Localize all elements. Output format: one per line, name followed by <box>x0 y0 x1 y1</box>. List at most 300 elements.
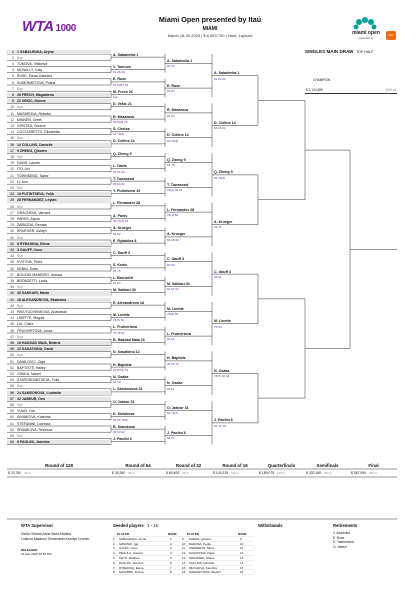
entry-row <box>7 322 111 326</box>
draw-title <box>305 49 374 54</box>
entry-player: YUAN, Yue <box>17 409 35 414</box>
entry-row <box>7 143 111 147</box>
entry-number: 53 <box>10 371 14 376</box>
seeded-players-table <box>113 532 253 575</box>
seeded-cell: 8 <box>170 570 172 575</box>
entry-row <box>7 422 111 426</box>
seeded-cell: HADDAD MAIA, Beatriz <box>189 570 221 575</box>
entry-player: 1 SABALENKA, Aryna <box>17 49 54 54</box>
entry-row <box>7 155 111 159</box>
seeded-row <box>113 570 253 575</box>
round2-score: 62 26 76(4) <box>113 417 129 422</box>
entry-player: 3 GAUFF, Coco <box>17 247 43 252</box>
sponsor-sub: presented by <box>358 37 374 40</box>
entry-player: Bye <box>17 235 24 240</box>
entry-row <box>7 167 111 171</box>
entry-player: 14 COLLINS, Danielle <box>17 142 53 147</box>
round4-score: 62 64 <box>214 274 222 279</box>
entry-row <box>7 186 111 190</box>
round4-winner: Q. Zheng 9 <box>214 170 233 175</box>
tournament-title: Miami Open presented by Itaú <box>158 15 262 24</box>
released-label: RELEASED <box>21 548 38 552</box>
seeded-cell: 4 <box>113 551 115 556</box>
round3-score: 64 64 <box>167 436 175 441</box>
round4-winner: D. Collins 14 <box>214 120 236 125</box>
entry-player: 8 RYBAKINA, Elena <box>17 241 50 246</box>
seeded-cell: 12 <box>182 551 186 556</box>
entry-number: 29 <box>10 223 14 228</box>
round3-winner: E. Ruse <box>167 83 181 88</box>
entry-row <box>7 291 111 295</box>
entry-player: Bye <box>17 433 24 438</box>
round3-winner: C. Gauff 3 <box>167 257 184 262</box>
entry-number: 62 <box>10 427 14 432</box>
round2-winner: L. Davis <box>113 164 127 169</box>
entry-row <box>7 434 111 438</box>
round2-winner: A. Krueger <box>113 226 132 231</box>
entry-player: 32 JABEUR, Ons <box>17 396 46 401</box>
entry-player: MINNEN, Greet <box>17 117 42 122</box>
entry-row <box>7 198 111 202</box>
seeded-title <box>113 523 158 528</box>
round3-score: 61 75 <box>167 163 175 168</box>
entry-number: 22 <box>10 179 14 184</box>
entry-player: KENIN, Sofia <box>17 266 38 271</box>
round2-winner: L. Fernandez 28 <box>113 201 141 206</box>
seeded-col-header: PLAYER <box>187 532 199 536</box>
round2-winner: B. Haddad Maia 16 <box>113 337 145 342</box>
entry-number: 6 <box>12 80 14 85</box>
round2-winner: R. Masarova <box>113 114 135 119</box>
entry-number: 15 <box>10 136 14 141</box>
entry-number: 51 <box>10 359 14 364</box>
entry-player: MCNALLY, Caty <box>17 68 42 73</box>
prize-amount: $ 23,760 <box>8 471 22 475</box>
entry-player: 19 PUTINTSEVA, Yulia <box>17 192 54 197</box>
draw-title-text: SINGLES MAIN DRAW <box>305 49 354 54</box>
seeded-cell: 5 <box>170 555 172 560</box>
round3-score: 60 60 <box>167 262 175 267</box>
entry-player: ZARAZUA, Renata <box>17 223 47 228</box>
round2-winner: N. Osaka <box>113 374 129 379</box>
entry-player: SINIAKOVA, Katerina <box>17 415 51 420</box>
entry-number: 33 <box>10 247 14 252</box>
tournament-meta: March 18-30 2025 | $ 8,963,700 | Hard, Laykold <box>167 33 253 38</box>
round2-winner: D. Vekic 21 <box>113 102 132 107</box>
round4-score: 61 62 62 <box>214 76 226 81</box>
round4-winner: C. Gauff 3 <box>214 269 231 274</box>
entry-player: Bye <box>17 55 24 60</box>
entry-row <box>7 161 111 165</box>
entry-player: Bye <box>17 204 24 209</box>
entry-row <box>7 304 111 308</box>
seeded-cell: 13 <box>240 555 244 560</box>
entry-row <box>7 273 111 277</box>
entry-player: KVITOVA, Petra <box>17 260 43 265</box>
entry-row <box>7 118 111 122</box>
entry-number: 4 <box>12 68 14 73</box>
entry-number: 23 <box>10 185 14 190</box>
entry-row <box>7 229 111 233</box>
entry-number: 18 <box>10 154 14 159</box>
entry-player: PARKS, Alycia <box>17 216 40 221</box>
round-label: Round of 128 <box>45 463 73 468</box>
round3-winner: H. Baptiste <box>167 356 186 361</box>
entry-player: BAPTISTE, Hailey <box>17 365 46 370</box>
prize-points: 65 pt <box>182 471 189 475</box>
round2-winner: R. Sramkova <box>113 424 135 429</box>
entry-player: Bye <box>17 185 24 190</box>
entry-number: 24 <box>10 192 14 197</box>
round-label: Final <box>368 463 379 468</box>
round4-winner: J. Paolini 6 <box>214 418 233 423</box>
draw-subtitle: TOP HALF <box>356 50 374 54</box>
round4-score: 64 46 76 <box>214 423 226 428</box>
round3-score: 62 61 <box>167 386 175 391</box>
entry-row <box>7 242 111 246</box>
round4-score: 64 26 61 <box>214 126 226 131</box>
round-prize <box>166 471 188 475</box>
round3-winner: N. Osaka <box>167 381 183 386</box>
entry-row <box>7 124 111 128</box>
wta-brand-num: 1000 <box>55 23 76 34</box>
prize-amount: $ 332,160 <box>306 471 322 475</box>
entry-player: PAVLYUCHENKOVA, Anastasia <box>17 309 67 314</box>
seeded-cell: RYBAKINA, Elena <box>119 565 144 570</box>
entry-player: KUDERMETOVA, Polina <box>17 80 56 85</box>
entry-number: 12 <box>10 117 14 122</box>
round2-score: 36 64 62 <box>113 181 125 186</box>
round2-winner: H. Baptiste <box>113 362 132 367</box>
round2-winner: J. Paolini 6 <box>113 436 132 441</box>
round3-score: 64 76(3) <box>167 138 179 143</box>
entry-player: Bye <box>17 154 24 159</box>
entry-row <box>7 347 111 351</box>
entry-number: 38 <box>10 278 14 283</box>
round-label: Round of 64 <box>125 463 151 468</box>
entry-number: 13 <box>10 123 14 128</box>
entry-number: 49 <box>10 347 14 352</box>
seeded-cell: PEGULA, Jessica <box>119 551 143 556</box>
seeded-cell: 1 <box>170 536 172 541</box>
round2-winner: E. Rybakina 8 <box>113 238 137 243</box>
entry-number: 11 <box>10 111 14 116</box>
round2-winner: O. Jabeur 31 <box>113 399 135 404</box>
entry-number: 47 <box>10 334 14 339</box>
entry-player: Bye <box>17 353 24 358</box>
entry-number: 58 <box>10 402 14 407</box>
prize-points: 35 pt <box>128 471 135 475</box>
champion-box <box>305 87 397 94</box>
round2-winner: C. Gauff 3 <box>113 250 130 255</box>
entry-player: FRUHVIRTOVA, Linda <box>17 328 53 333</box>
entry-number: 60 <box>10 415 14 420</box>
seeded-cell: 15 <box>182 565 186 570</box>
seeded-cell: BADOSA, Paula <box>189 541 211 546</box>
entry-player: 6 PAOLINI, Jasmine <box>17 440 50 445</box>
entry-row <box>7 341 111 345</box>
entry-player: SRAMKOVA, Rebecca <box>17 427 53 432</box>
round2-winner: E. Alexandrova 18 <box>113 300 144 305</box>
round2-score: 67(5)64 75 <box>113 119 128 124</box>
round3-winner: J. Paolini 6 <box>167 430 186 435</box>
round-prize <box>213 471 239 475</box>
entry-player: TOMOVA, Viktoriya <box>17 61 48 66</box>
round-prize <box>351 471 377 475</box>
champion-points: 1000 pt <box>385 88 396 92</box>
entry-player: DAVIS, Lauren <box>17 161 41 166</box>
seeded-cell: 3 <box>170 546 172 551</box>
round2-winner: K. Siniakova <box>113 412 135 417</box>
entry-number: 31 <box>10 235 14 240</box>
seeded-cell: 10 <box>182 541 186 546</box>
entry-row <box>7 112 111 116</box>
round2-winner: S. Cirstea <box>113 126 130 131</box>
round-label: Semifinals <box>316 463 339 468</box>
round2-score: 61 46 64 <box>113 169 125 174</box>
round2-score: 75 46 63 <box>113 330 125 335</box>
entry-number: 16 <box>10 142 14 147</box>
entry-row <box>7 254 111 258</box>
entry-player: Bye <box>17 334 24 339</box>
round2-score: 64 75 <box>113 268 121 273</box>
entry-player: 9 ZHENG, Qinwen <box>17 148 47 153</box>
round3-winner: T. Townsend <box>167 182 189 187</box>
seeded-cell: 3 <box>113 546 115 551</box>
round2-winner: Y. Putintseva 19 <box>113 188 141 193</box>
entry-player: Bye <box>17 136 24 141</box>
round2-winner: M. Sakkari 30 <box>113 288 136 293</box>
round3-winner: D. Collins 14 <box>167 133 189 138</box>
entry-player: GRACHEVA, Varvara <box>17 210 51 215</box>
round2-winner: A. Sabalenka 1 <box>113 52 139 57</box>
round3-score: 64 62 <box>167 336 175 341</box>
round2-winner: D. Kasatkina 12 <box>113 350 140 355</box>
entry-player: 24 SAMSONOVA, Liudmila <box>17 390 61 395</box>
entry-row <box>7 174 111 178</box>
entry-row <box>7 68 111 72</box>
seeded-cell: GAUFF, Coco <box>119 546 138 551</box>
prize-points: 390 pt <box>324 471 332 475</box>
entry-row <box>7 428 111 432</box>
entry-number: 39 <box>10 285 14 290</box>
entry-row <box>7 93 111 97</box>
round-prize <box>112 471 134 475</box>
round-prize <box>259 471 285 475</box>
seeded-cell: 11 <box>240 546 244 551</box>
round2-score: bye <box>113 95 118 100</box>
seeded-cell: SWIATEK, Iga <box>119 541 139 546</box>
entry-number: 9 <box>12 99 14 104</box>
entry-player: Bye <box>17 303 24 308</box>
entry-number: 48 <box>10 340 14 345</box>
retirement-item: V. Azarenka <box>333 531 350 535</box>
round3-winner: M. Sakkari 30 <box>167 281 190 286</box>
round4-score: 76(5) 36 64 <box>214 374 230 379</box>
entry-player: KRUEGER, Ashlyn <box>17 229 47 234</box>
seeded-cell: 16 <box>240 570 244 575</box>
round-label: Quarterfinals <box>267 463 296 468</box>
round3-winner: A. Krueger <box>167 232 186 237</box>
entry-number: 64 <box>10 440 14 445</box>
round3-winner: L. Fernandez 28 <box>167 207 195 212</box>
round2-score: 36 76(3) 63 <box>113 219 129 224</box>
entry-row <box>7 223 111 227</box>
entry-row <box>7 56 111 60</box>
entry-number: 61 <box>10 421 14 426</box>
round-label: Round of 32 <box>175 463 202 468</box>
entry-row <box>7 329 111 333</box>
round3-score: 64 26 64 <box>167 237 179 242</box>
entry-row <box>7 180 111 184</box>
entry-player: Bye <box>17 254 24 259</box>
round4-winner: A. Sabalenka 1 <box>214 71 240 76</box>
entry-number: 42 <box>10 303 14 308</box>
entry-row <box>7 415 111 419</box>
itau-badge-icon: itaú <box>386 31 396 40</box>
seeded-col-header: PLAYER <box>117 532 129 536</box>
round3-winner: L. Fruhvirtova <box>167 331 191 336</box>
round2-score: 64 63 <box>113 380 121 385</box>
entry-row <box>7 136 111 140</box>
entry-row <box>7 74 111 78</box>
entry-row <box>7 360 111 364</box>
entry-player: CIRSTEA, Sorana <box>17 123 46 128</box>
entry-number: 21 <box>10 173 14 178</box>
entry-number: 14 <box>10 130 14 135</box>
seeded-cell: 15 <box>240 565 244 570</box>
round3-score: 76(6) 63 <box>167 312 179 317</box>
entry-number: 55 <box>10 384 14 389</box>
supervisor-line-1: Giulia Orlandi,Anne Bees,Marlina <box>21 532 72 536</box>
seeded-cell: 5 <box>113 555 115 560</box>
round2-winner: Q. Zheng 9 <box>113 151 132 156</box>
round2-score: 61 76(5) <box>113 132 125 137</box>
round3-winner: M. Linette <box>167 306 184 311</box>
seeded-cell: ANDREEVA, Mirra <box>189 546 214 551</box>
entry-player: RUSE, Elena-Gabriela <box>17 74 53 79</box>
seeded-cell: 12 <box>240 551 244 556</box>
seeded-cell: 10 <box>240 541 244 546</box>
entry-row <box>7 87 111 91</box>
entry-number: 54 <box>10 378 14 383</box>
entry-row <box>7 378 111 382</box>
entry-row <box>7 62 111 66</box>
entry-number: 8 <box>12 92 14 97</box>
champion-prize: $ 1,124,380 <box>306 88 323 92</box>
seeded-cell: 8 <box>113 570 115 575</box>
seeded-cell: NAVARRO, Emma <box>119 570 144 575</box>
entry-row <box>7 99 111 103</box>
entry-player: 28 FERNANDEZ, Leylah <box>17 198 57 203</box>
entry-player: COCCIARETTO, Elisabetta <box>17 130 60 135</box>
entry-row <box>7 353 111 357</box>
round4-score: 75 64 <box>214 324 222 329</box>
entry-number: 45 <box>10 322 14 327</box>
entry-number: 20 <box>10 167 14 172</box>
prize-points: 215 pt <box>277 471 285 475</box>
seeded-cell: 4 <box>170 551 172 556</box>
entry-row <box>7 279 111 283</box>
entry-row <box>7 105 111 109</box>
entry-number: 63 <box>10 433 14 438</box>
entry-player: 18 ALEXANDROVA, Ekaterina <box>17 297 67 302</box>
seeded-cell: 7 <box>170 565 172 570</box>
seeded-cell: 9 <box>182 536 184 541</box>
round2-score: 36 63 62 <box>113 429 125 434</box>
round4-winner: N. Osaka <box>214 368 230 373</box>
round-prize <box>8 471 30 475</box>
seeded-cell: 7 <box>113 565 115 570</box>
round2-score: 76(5) 62 <box>113 318 125 323</box>
seeded-title-text: Seeded players <box>113 523 144 528</box>
entry-player: 26 FRECH, Magdalena <box>17 92 54 97</box>
entry-player: 30 SAKKARI, Maria <box>17 291 49 296</box>
round2-winner: E. Ruse <box>113 77 127 82</box>
seeded-cell: SABALENKA, Aryna <box>119 536 147 541</box>
round2-winner: D. Collins 14 <box>113 139 135 144</box>
entry-row <box>7 267 111 271</box>
entry-player: Bye <box>17 402 24 407</box>
entry-player: STAROSDUBTSEVA, Yulia <box>17 378 60 383</box>
prize-points: 10 pt <box>24 471 31 475</box>
seeded-cell: 6 <box>170 560 172 565</box>
entry-number: 2 <box>12 55 14 60</box>
entry-row <box>7 372 111 376</box>
entry-row <box>7 403 111 407</box>
round3-winner: A. Sabalenka 1 <box>167 58 193 63</box>
round-prize <box>306 471 332 475</box>
round2-winner: M. Frech 26 <box>113 89 133 94</box>
entry-number: 59 <box>10 409 14 414</box>
retirement-item: O. Jabeur <box>333 544 347 549</box>
entry-player: LI, Ann <box>17 179 28 184</box>
prize-points: 650 pt <box>369 471 377 475</box>
round2-winner: L. Samsonova 24 <box>113 387 143 392</box>
seeded-cell: 1 <box>113 536 115 541</box>
seeded-range: 1 - 16 <box>147 523 158 528</box>
round2-winner: S. Kenin <box>113 263 128 268</box>
entry-number: 10 <box>10 105 14 110</box>
entry-number: 1 <box>12 49 14 54</box>
entry-row <box>7 205 111 209</box>
prize-amount: $ 35,260 <box>112 471 126 475</box>
round3-score: 76(2) 36 61 <box>167 188 183 193</box>
entry-number: 44 <box>10 316 14 321</box>
seeded-cell: 9 <box>240 536 242 541</box>
seeded-cell: MUCHOVA, Karolina <box>189 565 217 570</box>
entry-number: 40 <box>10 291 14 296</box>
prize-amount: $ 103,225 <box>213 471 229 475</box>
entry-row <box>7 211 111 215</box>
round2-winner: A. Parks <box>113 213 128 218</box>
entry-row <box>7 236 111 240</box>
entry-row <box>7 285 111 289</box>
retirement-item: D. Yastremska <box>333 540 354 545</box>
wta-brand: WTA <box>22 18 54 35</box>
seeded-cell: ZHENG, Qinwen <box>189 536 212 541</box>
entry-number: 50 <box>10 353 14 358</box>
seeded-cell: KEYS, Madison <box>119 555 141 560</box>
entry-number: 41 <box>10 297 14 302</box>
seeded-cell: 14 <box>240 560 244 565</box>
prize-amount: $ 60,400 <box>166 471 180 475</box>
entry-number: 30 <box>10 229 14 234</box>
round2-winner: L. Fruhvirtova <box>113 325 137 330</box>
entry-number: 5 <box>12 74 14 79</box>
round-label: Round of 16 <box>222 463 248 468</box>
round2-winner: V. Tomova <box>113 64 131 69</box>
